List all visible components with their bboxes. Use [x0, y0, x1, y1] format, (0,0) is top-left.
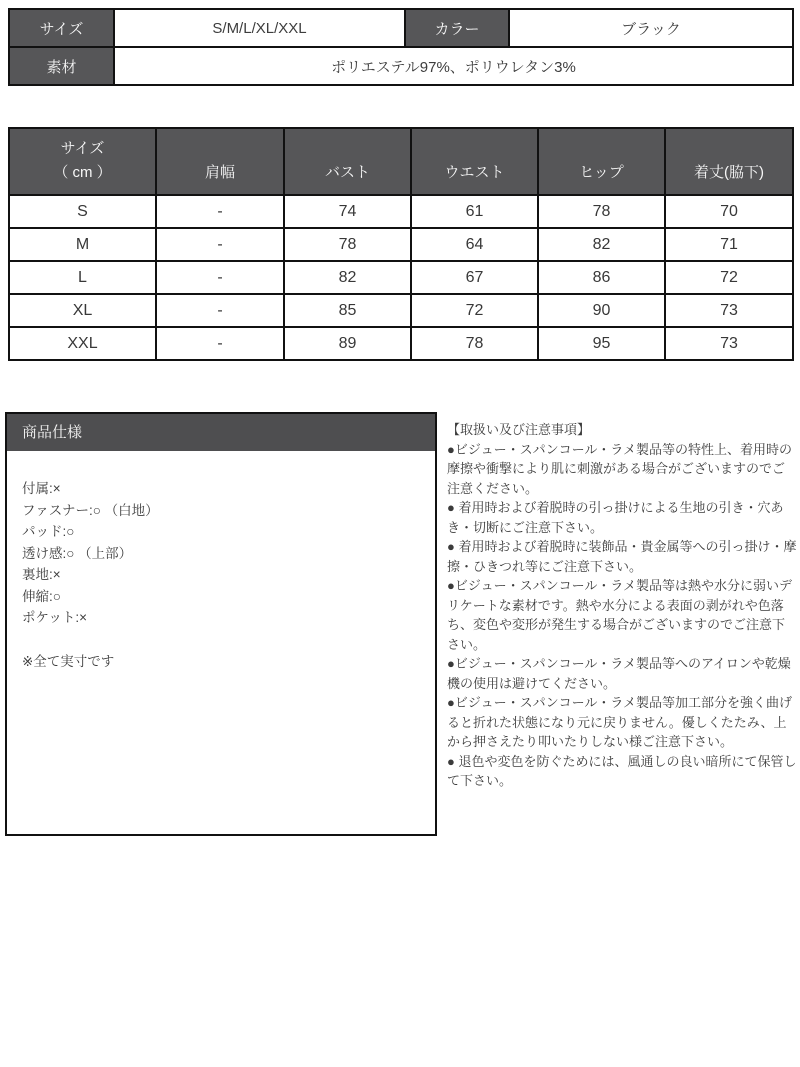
care-note-item: ● 退色や変色を防ぐためには、風通しの良い暗所にて保管して下さい。 — [447, 753, 797, 788]
shoulder-header-cell: 肩幅 — [156, 128, 284, 195]
size-name-cell: XL — [9, 294, 156, 327]
bust-cell: 89 — [284, 327, 411, 360]
size-value-cell: S/M/L/XL/XXL — [114, 9, 405, 47]
hip-cell: 78 — [538, 195, 665, 228]
color-label-cell: カラー — [405, 9, 509, 47]
table-row — [9, 294, 793, 327]
length-cell: 73 — [665, 294, 793, 327]
care-note-item: ●ビジュー・スパンコール・ラメ製品等へのアイロンや乾燥機の使用は避けてください。 — [447, 656, 791, 691]
care-note-item: ●ビジュー・スパンコール・ラメ製品等は熱や水分に弱いデリケートな素材です。熱や水分による表面の剥がれや色落ち、変色や変形が発生する場合がございますのでご注意下さい。 — [447, 578, 792, 652]
size-chart-table — [8, 127, 794, 361]
care-note-item: ● 着用時および着脱時の引っ掛けによる生地の引き・穴あき・切断にご注意下さい。 — [447, 500, 784, 535]
length-cell: 71 — [665, 228, 793, 261]
table-row — [9, 47, 793, 85]
product-spec-box — [5, 412, 437, 836]
table-row — [9, 261, 793, 294]
hip-header-cell: ヒップ — [538, 128, 665, 195]
size-name-cell: XXL — [9, 327, 156, 360]
hip-cell: 95 — [538, 327, 665, 360]
product-info-table — [8, 8, 794, 86]
waist-cell: 72 — [411, 294, 538, 327]
size-name-cell: L — [9, 261, 156, 294]
size-header-line2: （ cm ） — [53, 164, 112, 181]
spec-box-title: 商品仕様 — [7, 414, 435, 451]
size-name-cell: S — [9, 195, 156, 228]
spec-measurement-note: ※全て実寸です — [22, 653, 115, 669]
bust-header-cell: バスト — [284, 128, 411, 195]
size-cm-header-cell — [9, 128, 156, 195]
waist-cell: 67 — [411, 261, 538, 294]
bust-cell: 74 — [284, 195, 411, 228]
care-notes — [447, 420, 797, 791]
care-note-item: ●ビジュー・スパンコール・ラメ製品等加工部分を強く曲げると折れた状態になり元に戻りません。優しくたたみ、上から押さえたり叩いたりしない様ご注意下さい。 — [447, 695, 792, 749]
spec-line-sheerness: 透け感:○ （上部） — [22, 545, 133, 561]
table-row — [9, 228, 793, 261]
table-row — [9, 195, 793, 228]
waist-header-cell: ウエスト — [411, 128, 538, 195]
hip-cell: 86 — [538, 261, 665, 294]
length-cell: 70 — [665, 195, 793, 228]
bust-cell: 82 — [284, 261, 411, 294]
shoulder-cell: - — [156, 228, 284, 261]
spec-line-pocket: ポケット:× — [22, 610, 87, 625]
color-value-cell: ブラック — [509, 9, 793, 47]
size-chart-header-row — [9, 128, 793, 195]
waist-cell: 64 — [411, 228, 538, 261]
care-note-item: ●ビジュー・スパンコール・ラメ製品等の特性上、着用時の摩擦や衝撃により肌に刺激がある場合がございますのでご注意ください。 — [447, 441, 792, 496]
length-cell: 72 — [665, 261, 793, 294]
shoulder-cell: - — [156, 261, 284, 294]
length-header-cell: 着丈(脇下) — [665, 128, 793, 195]
bust-cell: 78 — [284, 228, 411, 261]
shoulder-cell: - — [156, 195, 284, 228]
size-name-cell: M — [9, 228, 156, 261]
spec-line-pad: パッド:○ — [22, 524, 75, 539]
spec-box-body — [7, 451, 435, 672]
shoulder-cell: - — [156, 294, 284, 327]
table-row — [9, 327, 793, 360]
spec-line-accessory: 付属:× — [22, 481, 61, 496]
care-notes-title: 【取扱い及び注意事項】 — [447, 422, 591, 437]
material-value-cell: ポリエステル97%、ポリウレタン3% — [114, 47, 793, 85]
size-header-line1: サイズ — [60, 140, 105, 157]
table-row — [9, 9, 793, 47]
length-cell: 73 — [665, 327, 793, 360]
shoulder-cell: - — [156, 327, 284, 360]
waist-cell: 61 — [411, 195, 538, 228]
spec-line-lining: 裏地:× — [22, 567, 61, 582]
size-label-cell: サイズ — [9, 9, 114, 47]
care-note-item: ● 着用時および着脱時に装飾品・貴金属等への引っ掛け・摩擦・ひきつれ等にご注意下さい。 — [447, 539, 797, 574]
spec-line-stretch: 伸縮:○ — [22, 588, 61, 604]
waist-cell: 78 — [411, 327, 538, 360]
hip-cell: 82 — [538, 228, 665, 261]
spec-line-fastener: ファスナー:○ （白地） — [22, 502, 159, 518]
hip-cell: 90 — [538, 294, 665, 327]
material-label-cell: 素材 — [9, 47, 114, 85]
bust-cell: 85 — [284, 294, 411, 327]
